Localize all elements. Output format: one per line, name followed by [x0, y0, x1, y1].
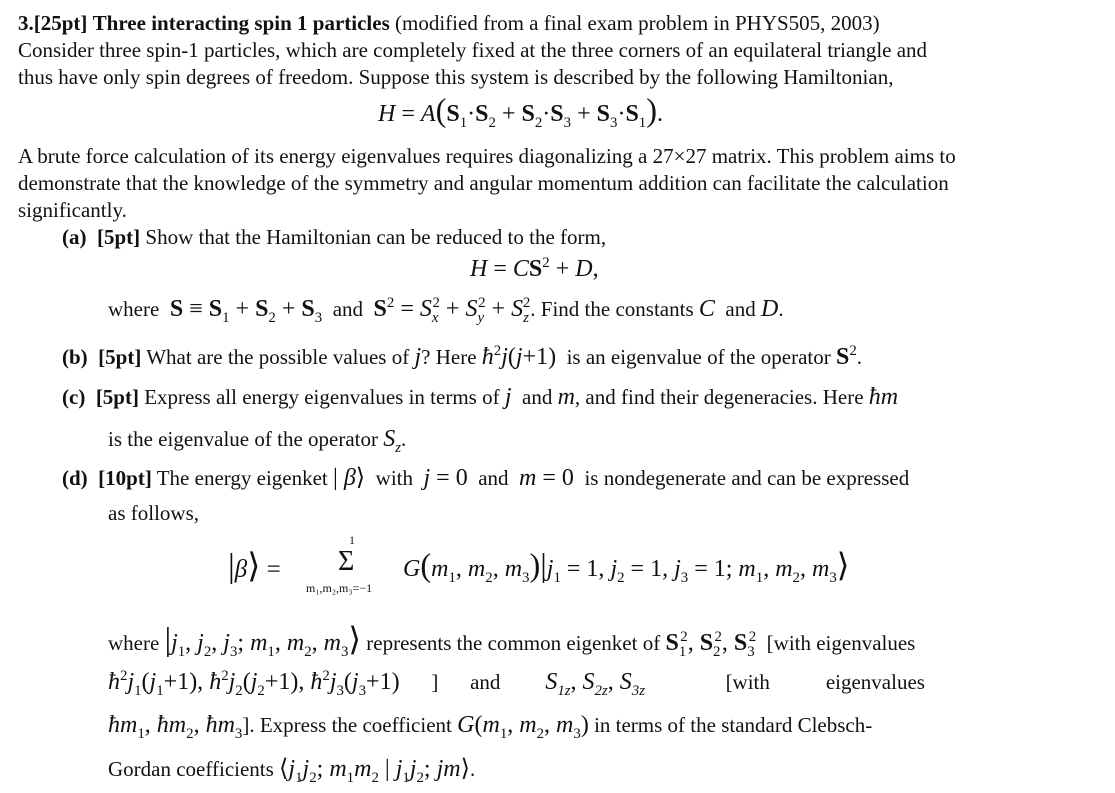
part-d-line-2: as follows, [108, 501, 199, 525]
brute-line-2: demonstrate that the knowledge of the symmetry and angular momentum addition can facilitate the calculation [18, 171, 949, 195]
part-c-line-1: (c) [5pt] Express all energy eigenvalues in terms of j and m, and find their degeneracies. Here ħm [62, 384, 899, 410]
problem-number: 3. [18, 11, 34, 35]
part-d-line-1: (d) [10pt] The energy eigenket | β⟩ with j = 0 and m = 0 is nondegenerate and can be expressed [62, 465, 910, 491]
expansion-equation: |β⟩ = 1 Σ m₁,m₂,m₃=−1 $G(m_1$, $m_2$, $m_3)|j_1 = 1$, $j_2 = 1$, $j_3 = 1$; $m_1$, $m_2$, $m_3⟩$ [228, 533, 850, 595]
reduced-hamiltonian: $H = CS^2 + D$, [470, 255, 599, 282]
sum-symbol: Σ [338, 546, 355, 577]
brute-line-1: A brute force calculation of its energy eigenvalues requires diagonalizing a 27×27 matrix. This problem aims to [18, 144, 956, 168]
sum-upper-limit: 1 [349, 533, 355, 547]
intro-line-2: thus have only spin degrees of freedom. Suppose this system is described by the following Hamiltonian, [18, 65, 894, 89]
problem-title: Three interacting spin 1 particles [92, 11, 390, 35]
part-a-label: (a) [62, 225, 87, 249]
intro-line-1: Consider three spin-1 particles, which are completely fixed at the three corners of an equilateral triangle and [18, 38, 928, 62]
part-c-line-2: is the eigenvalue of the operator $S_z$. [108, 426, 407, 456]
part-a-definitions: where $S \equiv S_1 + S_2 + S_3$ and $S^2 = S_x^2 + S_y^2 + S_z^2$. Find the constants C and D. [108, 295, 784, 326]
hamiltonian-equation: $H = A(S_1\cdot S_2 + S_2\cdot S_3 + S_3\cdot S_1)$. [378, 93, 664, 131]
part-d-line-5: $ħm_1$, $ħm_2$, $ħm_3$]. Express the coefficient $G(m_1$, $m_2$, $m_3$) in terms of the standard Clebsch- [108, 712, 873, 742]
problem-heading [18, 13, 880, 34]
part-d-line-6: Gordan coefficients $⟨j_1j_2$; $m_1m_2$ | $j_1j_2$; jm⟩. [108, 756, 476, 786]
part-a-points: [5pt] [97, 225, 141, 249]
brute-line-3: significantly. [18, 198, 127, 222]
sum-lower-limit: m₁,m₂,m₃=−1 [306, 581, 373, 595]
problem-points: [25pt] [33, 11, 88, 35]
problem-title-note: (modified from a final exam problem in PHYS505, 2003) [395, 11, 880, 35]
part-d-line-4: $ħ^2j_1(j_1+1)$, $ħ^2j_2(j_2+1)$, $ħ^2j_3(j_3+1)$ ] and $S_{1z}$, $S_{2z}$, $S_{3z}$ [with eigenvalues [108, 668, 925, 699]
part-d-line-3: where $|j_1$, $j_2$, $j_3$; $m_1$, $m_2$, $m_3⟩$ represents the common eigenket of $S_1^2$, $S_2^2$, $S_3^2$ [with eigenvalues [108, 622, 916, 660]
part-a-text: Show that the Hamiltonian can be reduced to the form, [145, 225, 607, 249]
part-b: (b) [5pt] What are the possible values of j? Here $ħ^2j(j+1)$ is an eigenvalue of the operator $S^2$. [62, 343, 863, 370]
part-a-heading [62, 227, 606, 248]
